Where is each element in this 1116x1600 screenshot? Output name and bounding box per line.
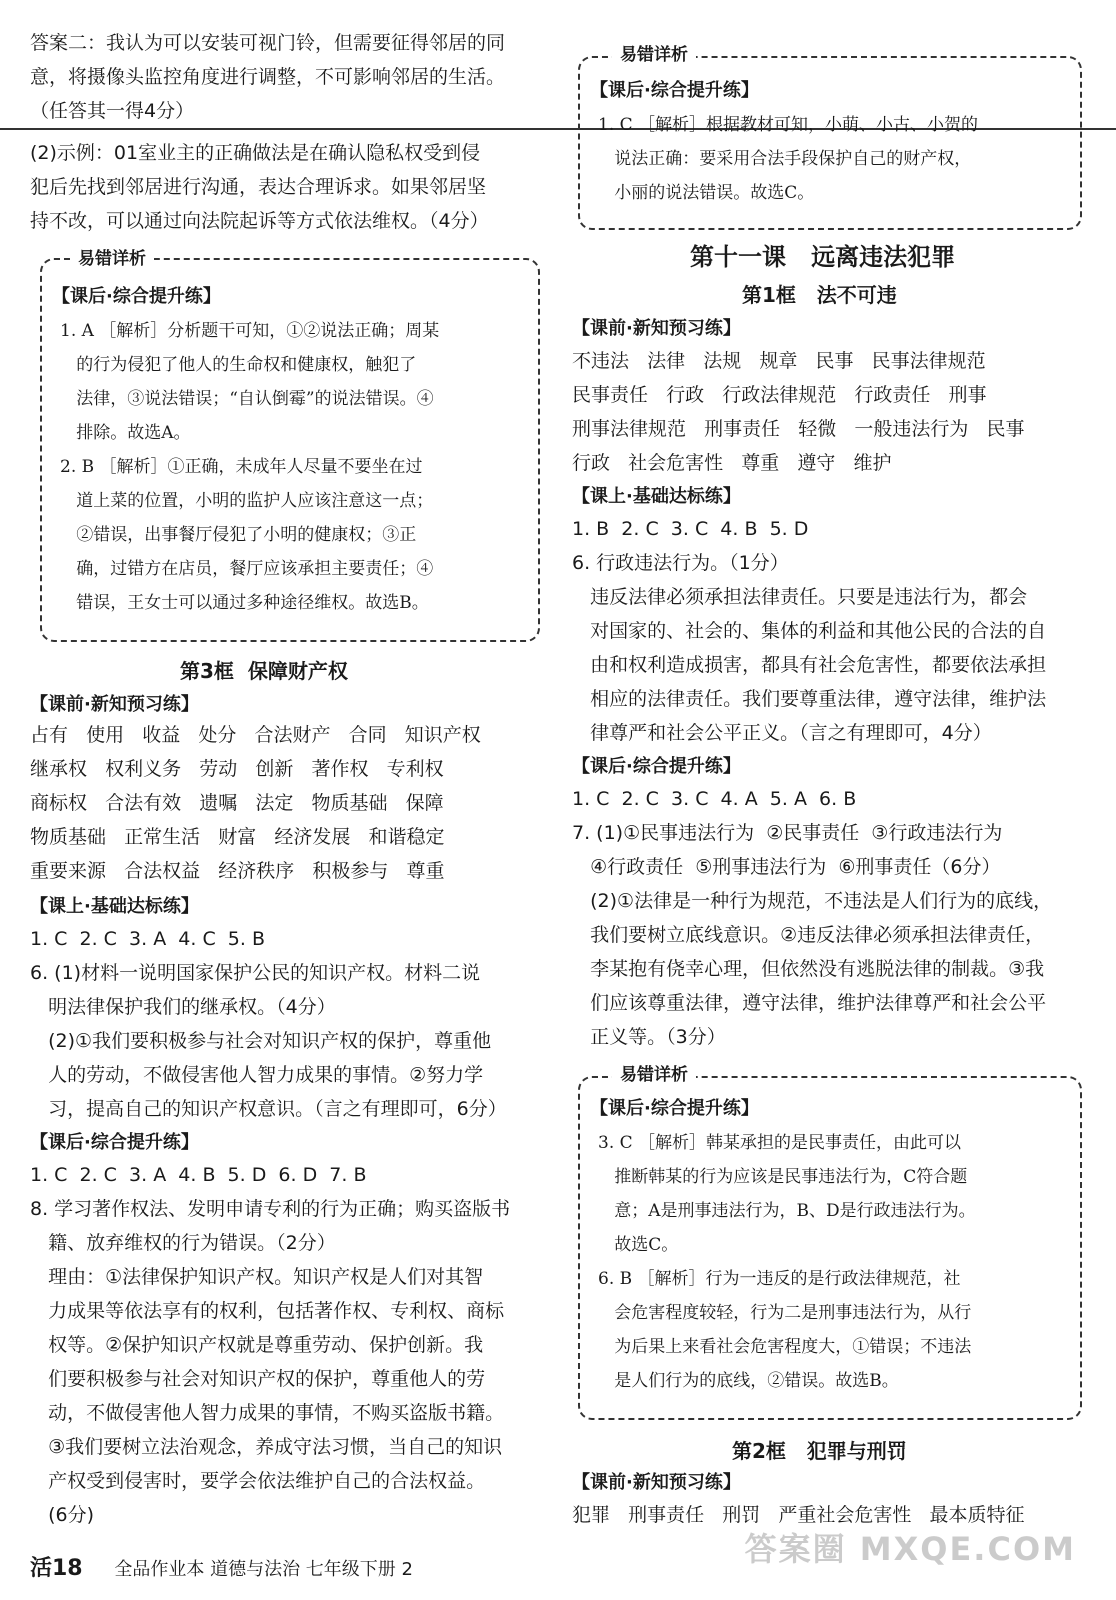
box-line: 意；A是刑事违法行为，B、D是行政违法行为。 bbox=[598, 1201, 976, 1221]
answer-line: 6. 行政违法行为。（1分） bbox=[572, 552, 789, 574]
answer-line: 动，不做侵害他人智力成果的事情，不购买盗版书籍。 bbox=[30, 1402, 505, 1424]
example-line: 犯后先找到邻居进行沟通，表达合理诉求。如果邻居坚 bbox=[30, 176, 487, 198]
example-line: (2)示例：01室业主的正确做法是在确认隐私权受到侵 bbox=[30, 142, 481, 164]
answer-line: (6分) bbox=[30, 1504, 95, 1526]
box-line: 为后果上来看社会危害程度大，①错误；不违法 bbox=[598, 1337, 972, 1357]
box-line: 道上菜的位置，小明的监护人应该注意这一点； bbox=[60, 491, 434, 511]
answer-line: （任答其一得4分） bbox=[30, 100, 195, 122]
section-header: 【课前·新知预习练】 bbox=[30, 694, 199, 715]
box-label: 易错详析 bbox=[612, 1064, 696, 1086]
answer-line: 1. B 2. C 3. C 4. B 5. D bbox=[572, 518, 809, 540]
answer-line: 1. C 2. C 3. A 4. B 5. D 6. D 7. B bbox=[30, 1164, 367, 1186]
answer-line: 李某抱有侥幸心理，但依然没有逃脱法律的制裁。③我 bbox=[572, 958, 1045, 980]
answer-line: 明法律保护我们的继承权。（4分） bbox=[30, 996, 336, 1018]
box-label: 易错详析 bbox=[70, 248, 154, 270]
box-line: ②错误，出事餐厅侵犯了小明的健康权；③正 bbox=[60, 525, 417, 545]
box-line: 推断韩某的行为应该是民事违法行为，C符合题 bbox=[598, 1167, 968, 1187]
answer-line: (2)①法律是一种行为规范，不违法是人们行为的底线， bbox=[572, 890, 1053, 912]
answer-line: 习，提高自己的知识产权意识。（言之有理即可，6分） bbox=[30, 1098, 507, 1120]
answer-line: 相应的法律责任。我们要尊重法律，遵守法律，维护法 bbox=[572, 688, 1047, 710]
box-line: 1. A ［解析］分析题干可知，①②说法正确；周某 bbox=[60, 321, 440, 341]
box-line: 会危害程度较轻，行为二是刑事违法行为，从行 bbox=[598, 1303, 972, 1323]
box-line: 的行为侵犯了他人的生命权和健康权，触犯了 bbox=[60, 355, 417, 375]
answer-line: 由和权利造成损害，都具有社会危害性，都要依法承担 bbox=[572, 654, 1047, 676]
box-line: 排除。故选A。 bbox=[60, 423, 191, 443]
box-line: 故选C。 bbox=[598, 1235, 679, 1255]
keyword-line: 行政 社会危害性 尊重 遵守 维护 bbox=[572, 452, 892, 474]
answer-line: 违反法律必须承担法律责任。只要是违法行为，都会 bbox=[572, 586, 1028, 608]
keyword-line: 刑事法律规范 刑事责任 轻微 一般违法行为 民事 bbox=[572, 418, 1025, 440]
section-header: 【课后·综合提升练】 bbox=[590, 80, 759, 101]
answer-line: 们应该尊重法律，遵守法律，维护法律尊严和社会公平 bbox=[572, 992, 1047, 1014]
page-footer bbox=[30, 1551, 413, 1582]
section-header: 【课后·综合提升练】 bbox=[52, 286, 221, 307]
keyword-line: 犯罪 刑事责任 刑罚 严重社会危害性 最本质特征 bbox=[572, 1504, 1025, 1526]
answer-line: 6. (1)材料一说明国家保护公民的知识产权。材料二说 bbox=[30, 962, 481, 984]
lesson-title: 第十一课 远离违法犯罪 bbox=[690, 243, 956, 271]
box-line: 法律，③说法错误；“自认倒霉”的说法错误。④ bbox=[60, 389, 434, 409]
answer-line: 1. C 2. C 3. A 4. C 5. B bbox=[30, 928, 265, 950]
answer-line: (2)①我们要积极参与社会对知识产权的保护，尊重他 bbox=[30, 1030, 492, 1052]
section-header: 【课上·基础达标练】 bbox=[30, 896, 199, 917]
answer-line: 籍、放弃维权的行为错误。（2分） bbox=[30, 1232, 336, 1254]
box-line: 是人们行为的底线，②错误。故选B。 bbox=[598, 1371, 899, 1391]
section-header: 【课后·综合提升练】 bbox=[30, 1132, 199, 1153]
section-header: 【课后·综合提升练】 bbox=[590, 1098, 759, 1119]
answer-line: 律尊严和社会公平正义。（言之有理即可，4分） bbox=[572, 722, 992, 744]
watermark: 答案圈 MXQE.COM bbox=[744, 1530, 1076, 1568]
answer-line: 人的劳动，不做侵害他人智力成果的事情。②努力学 bbox=[30, 1064, 484, 1086]
box-line: 确，过错方在店员，餐厅应该承担主要责任；④ bbox=[60, 559, 434, 579]
answer-line: 1. C 2. C 3. C 4. A 5. A 6. B bbox=[572, 788, 857, 810]
answer-line: 正义等。（3分） bbox=[572, 1026, 726, 1048]
keyword-line: 物质基础 正常生活 财富 经济发展 和谐稳定 bbox=[30, 826, 445, 848]
answer-line: 意，将摄像头监控角度进行调整，不可影响邻居的生活。 bbox=[30, 66, 506, 88]
keyword-line: 继承权 权利义务 劳动 创新 著作权 专利权 bbox=[30, 758, 444, 780]
answer-line: ③我们要树立法治观念，养成守法习惯，当自己的知识 bbox=[30, 1436, 503, 1458]
keyword-line: 占有 使用 收益 处分 合法财产 合同 知识产权 bbox=[30, 724, 481, 746]
section-header: 【课前·新知预习练】 bbox=[572, 318, 741, 339]
answer-line: 理由：①法律保护知识产权。知识产权是人们对其智 bbox=[30, 1266, 484, 1288]
section-title: 第3框 保障财产权 bbox=[180, 659, 348, 683]
box-line: 3. C ［解析］韩某承担的是民事责任，由此可以 bbox=[598, 1133, 962, 1153]
box-line: 错误，王女士可以通过多种途径维权。故选B。 bbox=[60, 593, 429, 613]
box-line: 1. C ［解析］根据教材可知，小萌、小古、小贺的 bbox=[598, 115, 979, 135]
keyword-line: 民事责任 行政 行政法律规范 行政责任 刑事 bbox=[572, 384, 987, 406]
box-label: 易错详析 bbox=[612, 44, 696, 66]
keyword-line: 不违法 法律 法规 规章 民事 民事法律规范 bbox=[572, 350, 986, 372]
book-title: 全品作业本 道德与法治 七年级下册 2 bbox=[114, 1559, 413, 1580]
answer-line: 产权受到侵害时，要学会依法维护自己的合法权益。 bbox=[30, 1470, 486, 1492]
answer-line: 8. 学习著作权法、发明申请专利的行为正确；购买盗版书 bbox=[30, 1198, 511, 1220]
keyword-line: 重要来源 合法权益 经济秩序 积极参与 尊重 bbox=[30, 860, 445, 882]
answer-line: 对国家的、社会的、集体的利益和其他公民的合法的自 bbox=[572, 620, 1047, 642]
answer-line: 答案二：我认为可以安装可视门铃，但需要征得邻居的同 bbox=[30, 32, 506, 54]
answer-line: 我们要树立底线意识。②违反法律必须承担法律责任， bbox=[572, 924, 1045, 946]
answer-line: 7. (1)①民事违法行为 ②民事责任 ③行政违法行为 bbox=[572, 822, 1003, 844]
example-line: 持不改，可以通过向法院起诉等方式依法维权。（4分） bbox=[30, 210, 489, 232]
section-header: 【课上·基础达标练】 bbox=[572, 486, 741, 507]
section-title: 第1框 法不可违 bbox=[742, 283, 897, 307]
section-header: 【课后·综合提升练】 bbox=[572, 756, 741, 777]
box-line: 2. B ［解析］①正确，未成年人尽量不要坐在过 bbox=[60, 457, 423, 477]
answer-line: 们要积极参与社会对知识产权的保护，尊重他人的劳 bbox=[30, 1368, 486, 1390]
box-line: 小丽的说法错误。故选C。 bbox=[598, 183, 815, 203]
answer-line: 权等。②保护知识产权就是尊重劳动、保护创新。我 bbox=[30, 1334, 484, 1356]
box-line: 说法正确：要采用合法手段保护自己的财产权， bbox=[598, 149, 972, 169]
section-header: 【课前·新知预习练】 bbox=[572, 1472, 741, 1493]
keyword-line: 商标权 合法有效 遗嘱 法定 物质基础 保障 bbox=[30, 792, 444, 814]
section-title: 第2框 犯罪与刑罚 bbox=[732, 1439, 907, 1463]
box-line: 6. B ［解析］行为一违反的是行政法律规范，社 bbox=[598, 1269, 961, 1289]
answer-line: ④行政责任 ⑤刑事违法行为 ⑥刑事责任（6分） bbox=[572, 856, 1001, 878]
answer-line: 力成果等依法享有的权利，包括著作权、专利权、商标 bbox=[30, 1300, 505, 1322]
page-number: 活18 bbox=[30, 1556, 83, 1581]
